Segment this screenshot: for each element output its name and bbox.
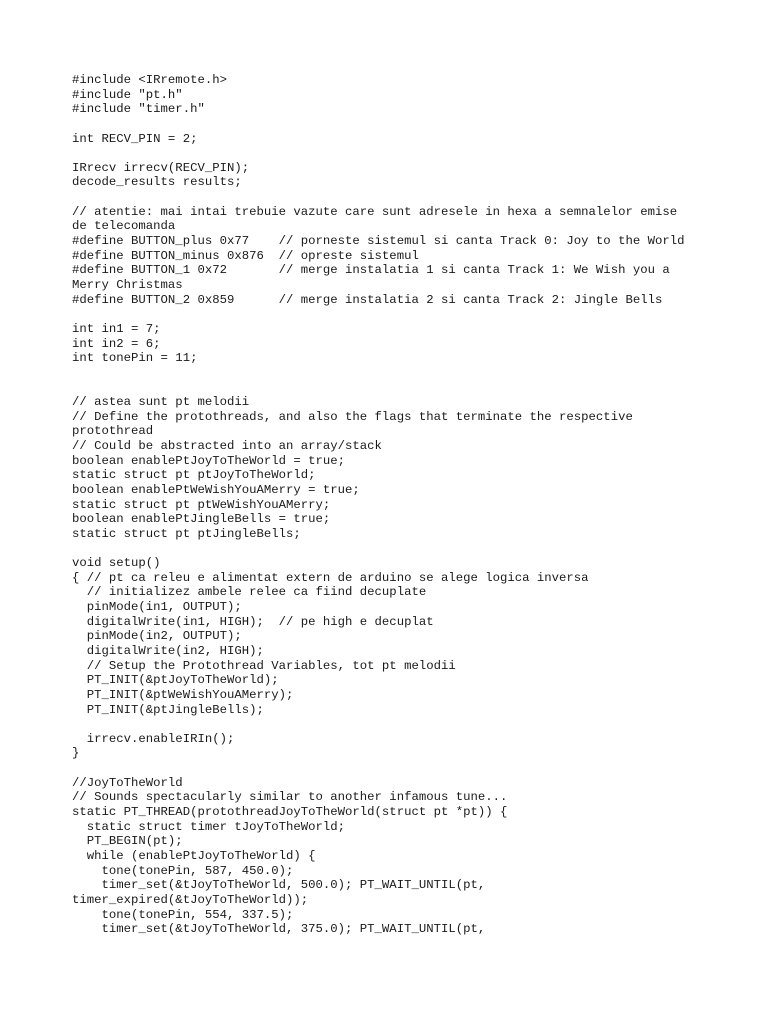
code-line [72, 146, 732, 161]
code-line: timer_expired(&tJoyToTheWorld)); [72, 892, 309, 907]
code-line: #define BUTTON_minus 0x876 // opreste sistemul [72, 248, 419, 263]
code-line: timer_set(&tJoyToTheWorld, 500.0); PT_WAIT_UNTIL(pt, [72, 878, 486, 893]
code-line: static struct timer tJoyToTheWorld; [72, 819, 346, 834]
code-line: pinMode(in2, OUTPUT); [72, 629, 242, 644]
code-line: boolean enablePtJingleBells = true; [72, 512, 331, 527]
code-line: static PT_THREAD(protothreadJoyToTheWorld(struct pt *pt)) { [72, 805, 508, 820]
code-line: tone(tonePin, 587, 450.0); [72, 863, 294, 878]
code-line: digitalWrite(in2, HIGH); [72, 643, 264, 658]
code-line: // Setup the Protothread Variables, tot pt melodii [72, 658, 456, 673]
code-line: decode_results results; [72, 175, 242, 190]
code-line: de telecomanda [72, 219, 176, 234]
code-line: #include "pt.h" [72, 87, 183, 102]
code-listing [72, 73, 732, 937]
code-line: while (enablePtJoyToTheWorld) { [72, 848, 316, 863]
code-line: boolean enablePtJoyToTheWorld = true; [72, 453, 346, 468]
code-line: PT_BEGIN(pt); [72, 834, 183, 849]
code-line: int in1 = 7; [72, 321, 161, 336]
code-line: // astea sunt pt melodii [72, 395, 250, 410]
code-line [72, 190, 732, 205]
code-line: protothread [72, 424, 154, 439]
code-line: pinMode(in1, OUTPUT); [72, 600, 242, 615]
code-line: int tonePin = 11; [72, 351, 198, 366]
code-line: PT_INIT(&ptWeWishYouAMerry); [72, 687, 294, 702]
code-line: static struct pt ptJingleBells; [72, 526, 301, 541]
code-line: // atentie: mai intai trebuie vazute care sunt adresele in hexa a semnalelor emise [72, 204, 678, 219]
code-line: #define BUTTON_1 0x72 // merge instalatia 1 si canta Track 1: We Wish you a [72, 263, 670, 278]
code-line: #include "timer.h" [72, 102, 205, 117]
code-line [72, 761, 732, 776]
code-line: timer_set(&tJoyToTheWorld, 375.0); PT_WAIT_UNTIL(pt, [72, 922, 486, 937]
code-line: // initializez ambele relee ca fiind decuplate [72, 585, 427, 600]
code-line: #define BUTTON_plus 0x77 // porneste sistemul si canta Track 0: Joy to the World [72, 234, 685, 249]
code-line: // Could be abstracted into an array/stack [72, 439, 382, 454]
code-line: // Sounds spectacularly similar to another infamous tune... [72, 790, 508, 805]
code-line: PT_INIT(&ptJoyToTheWorld); [72, 673, 279, 688]
code-line [72, 366, 732, 381]
code-line: //JoyToTheWorld [72, 775, 183, 790]
code-line: static struct pt ptWeWishYouAMerry; [72, 497, 331, 512]
code-line: int in2 = 6; [72, 336, 161, 351]
code-line: static struct pt ptJoyToTheWorld; [72, 468, 316, 483]
code-line: boolean enablePtWeWishYouAMerry = true; [72, 482, 360, 497]
code-line [72, 117, 732, 132]
code-line [72, 307, 732, 322]
code-line: IRrecv irrecv(RECV_PIN); [72, 160, 250, 175]
code-line: #include <IRremote.h> [72, 73, 227, 87]
code-line: { // pt ca releu e alimentat extern de arduino se alege logica inversa [72, 570, 589, 585]
code-line: digitalWrite(in1, HIGH); // pe high e decuplat [72, 614, 434, 629]
code-line: // Define the protothreads, and also the flags that terminate the respective [72, 409, 633, 424]
code-line [72, 717, 732, 732]
code-line: tone(tonePin, 554, 337.5); [72, 907, 294, 922]
code-line: int RECV_PIN = 2; [72, 131, 198, 146]
code-line: } [72, 746, 80, 761]
code-line: void setup() [72, 556, 161, 571]
code-line [72, 542, 732, 557]
code-line: Merry Christmas [72, 277, 183, 292]
code-line [72, 380, 732, 395]
code-line: irrecv.enableIRIn(); [72, 731, 235, 746]
code-line: #define BUTTON_2 0x859 // merge instalatia 2 si canta Track 2: Jingle Bells [72, 292, 663, 307]
code-line: PT_INIT(&ptJingleBells); [72, 702, 264, 717]
